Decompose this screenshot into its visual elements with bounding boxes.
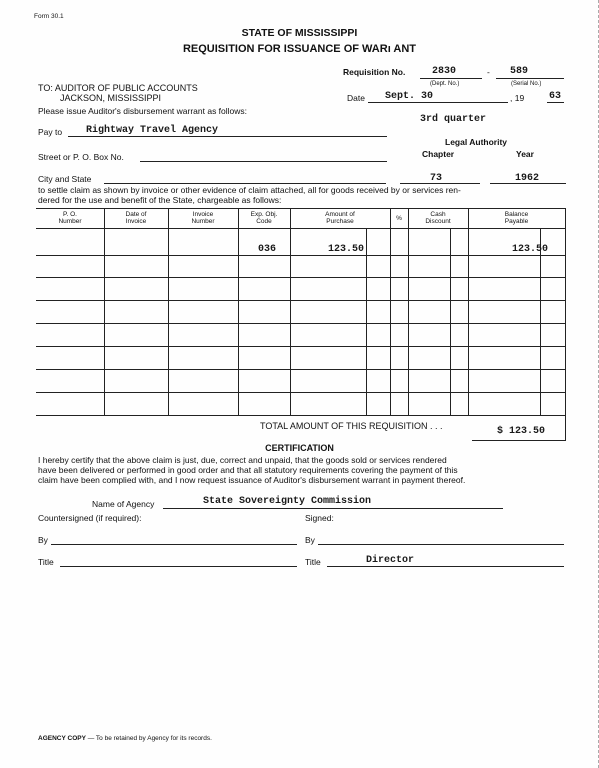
header-percent: % (396, 215, 402, 222)
serial-no-line (496, 78, 564, 79)
col-divider-cents (450, 228, 451, 415)
signed-label: Signed: (305, 513, 334, 523)
col-divider (104, 208, 105, 415)
agency-line (163, 508, 503, 509)
certification-title: CERTIFICATION (265, 443, 334, 453)
title-value-right: Director (366, 555, 415, 566)
date-line (368, 102, 508, 103)
col-divider (238, 208, 239, 415)
state-heading: STATE OF MISSISSIPPI (241, 27, 358, 39)
addressee-line-2: JACKSON, MISSISSIPPI (60, 93, 162, 103)
agency-value: State Sovereignty Commission (203, 496, 372, 507)
year-line (547, 102, 564, 103)
year-prefix: , 19 (510, 93, 525, 103)
pay-to-label: Pay to (38, 127, 63, 137)
certification-line-2: have been delivered or performed in good order and that all statutory requirements covering the payment of this (38, 465, 458, 475)
total-label: TOTAL AMOUNT OF THIS REQUISITION . . . (260, 421, 443, 431)
street-line (140, 161, 387, 162)
form-title: REQUISITION FOR ISSUANCE OF WARı ANT (182, 43, 417, 55)
title-label-left: Title (38, 557, 54, 567)
col-divider (168, 208, 169, 415)
table-row-line (36, 346, 566, 347)
chapter-value: 73 (430, 173, 443, 184)
table-row-line (36, 323, 566, 324)
table-row-line (36, 415, 566, 416)
agency-label: Name of Agency (92, 499, 155, 509)
date-value: Sept. 30 (385, 91, 434, 102)
countersigned-label: Countersigned (if required): (38, 513, 142, 523)
col-divider (290, 208, 291, 415)
by-label-right: By (305, 535, 315, 545)
serial-no-value: 589 (510, 66, 529, 77)
table-row-line (36, 369, 566, 370)
table-row-line (36, 277, 566, 278)
row1-amount: 123.50 (328, 244, 365, 255)
authority-year-value: 1962 (515, 173, 540, 184)
col-divider (408, 208, 409, 415)
footer-rest: — To be retained by Agency for its records. (85, 735, 212, 742)
table-row-line (36, 392, 566, 393)
dept-no-line (420, 78, 482, 79)
street-label: Street or P. O. Box No. (38, 152, 124, 162)
settle-text-2: dered for the use and benefit of the State, chargeable as follows: (38, 195, 282, 205)
table-row-line (36, 255, 566, 256)
chapter-label: Chapter (422, 149, 455, 159)
row1-balance: 123.50 (512, 244, 549, 255)
header-po-number: P. O. Number (58, 211, 82, 225)
table-top-border (36, 208, 566, 209)
serial-no-caption: (Serial No.) (511, 81, 542, 87)
quarter-note: 3rd quarter (420, 114, 487, 125)
row1-exp-code: 036 (258, 244, 277, 255)
certification-line-3: claim have been complied with, and I now request issuance of Auditor's disbursement warrant in payment thereof. (38, 475, 466, 485)
title-label-right: Title (305, 557, 321, 567)
pay-to-value: Rightway Travel Agency (86, 125, 219, 136)
footer-note (38, 735, 212, 742)
title-line-right (327, 566, 564, 567)
header-invoice-number: Invoice Number (191, 211, 215, 225)
total-value: $ 123.50 (497, 426, 546, 437)
header-date-of-invoice: Date of Invoice (125, 211, 147, 225)
col-divider (468, 208, 469, 415)
header-exp-obj-code: Exp. Obj. Code (250, 211, 278, 225)
requisition-dash: - (487, 67, 490, 77)
header-cash-discount: Cash Discount (425, 211, 451, 225)
col-divider (390, 208, 391, 415)
date-label: Date (347, 93, 365, 103)
pay-to-line (68, 136, 387, 137)
table-header-border (36, 228, 566, 229)
header-amount-of-purchase: Amount of Purchase (325, 211, 355, 225)
header-balance-payable: Balance Payable (504, 211, 529, 225)
form-number: Form 30.1 (34, 13, 64, 20)
by-line-right (318, 544, 564, 545)
addressee-line-1: TO: AUDITOR OF PUBLIC ACCOUNTS (38, 83, 198, 93)
year-label: Year (516, 149, 534, 159)
city-label: City and State (38, 174, 92, 184)
city-line (104, 183, 386, 184)
col-divider-cents (366, 228, 367, 415)
year-value: 63 (549, 91, 562, 102)
total-underline (472, 440, 566, 441)
requisition-label: Requisition No. (343, 67, 406, 77)
certification-line-1: I hereby certify that the above claim is just, due, correct and unpaid, that the goods sold or services rendered (38, 455, 447, 465)
instruction-text: Please issue Auditor's disbursement warrant as follows: (38, 106, 248, 116)
table-row-line (36, 300, 566, 301)
title-line-left (60, 566, 297, 567)
by-label-left: By (38, 535, 48, 545)
dept-no-caption: (Dept. No.) (430, 81, 460, 87)
by-line-left (51, 544, 297, 545)
dept-no-value: 2830 (432, 66, 457, 77)
table-right-border (565, 208, 566, 441)
footer-bold: AGENCY COPY (38, 735, 86, 742)
legal-authority-title: Legal Authority (445, 137, 508, 147)
col-divider-cents (540, 228, 541, 415)
settle-text-1: to settle claim as shown by invoice or other evidence of claim attached, all for goods received by or services ren- (38, 185, 461, 195)
